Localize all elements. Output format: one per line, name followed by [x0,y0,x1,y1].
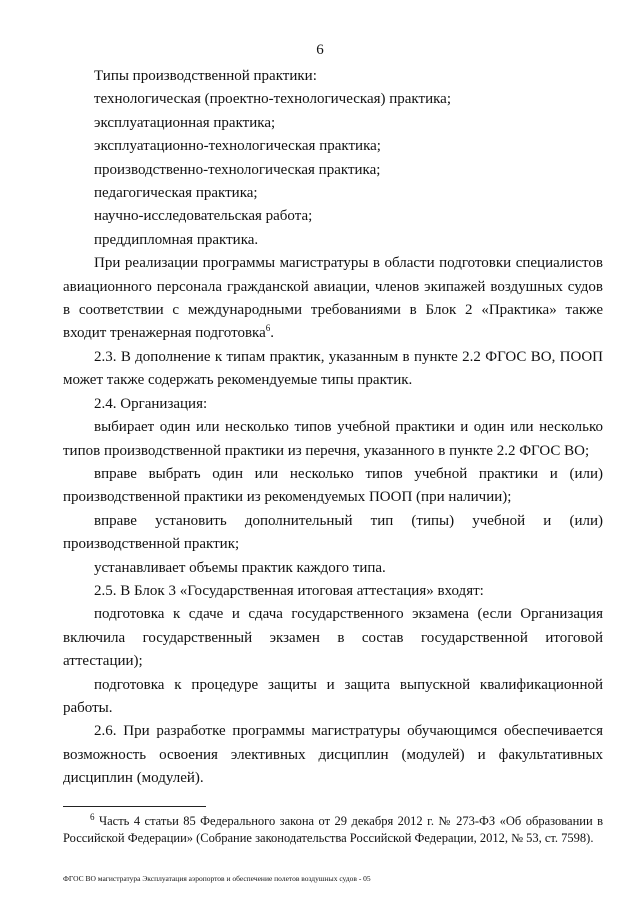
list-item: преддипломная практика. [94,231,259,248]
footnote-ref: 6 [265,323,271,334]
paragraph: 2.4. Организация: [94,395,208,412]
paragraph-text: При реализации программы магистратуры в области подготовки специалистов авиационного персонала гражданской авиации, членов экипажей воздушных судов в соответствии с международными требованиями в Блок 2 «Практика» также входит тренажерная подготовка [63,255,603,342]
list-item: выбирает один или несколько типов учебной практики и один или несколько типов производственной практики из перечня, указанного в пункте 2.2 ФГОС ВО; [63,419,603,459]
list-item: педагогическая практика; [94,185,258,202]
paragraph: 2.3. В дополнение к типам практик, указанным в пункте 2.2 ФГОС ВО, ПООП может также содержать рекомендуемые типы практик. [63,348,603,389]
list-item: устанавливает объемы практик каждого типа. [94,559,386,576]
list-item: эксплуатационная практика; [94,114,276,131]
list-item: технологическая (проектно-технологическая) практика; [94,91,451,108]
list-item: научно-исследовательская работа; [94,208,313,225]
paragraph: Типы производственной практики: [94,68,317,84]
list-item: эксплуатационно-технологическая практика; [94,138,381,155]
footnote-divider [63,806,206,807]
paragraph: 2.5. В Блок 3 «Государственная итоговая аттестация» входят: [94,582,484,599]
paragraph-tail: . [270,325,274,342]
document-body [63,65,603,791]
list-item: вправе выбрать один или несколько типов учебной практики и (или) производственной практики из рекомендуемых ПООП (при наличии); [63,465,603,506]
paragraph: 2.6. При разработке программы магистратуры обучающимся обеспечивается возможность освоения элективных дисциплин (модулей) и факультативных дисциплин (модулей). [63,723,603,787]
footnote-text: Часть 4 статьи 85 Федерального закона от 29 декабря 2012 г. № 273-ФЗ «Об образовании в Российской Федерации» (Собрание законодательства Российской Федерации, 2012, № 53, ст. 7598). [63,814,603,845]
footnote-marker: 6 [90,811,95,822]
page-footer: ФГОС ВО магистратура Эксплуатация аэропортов и обеспечение полетов воздушных судов - 05 [63,874,371,883]
list-item: подготовка к сдаче и сдача государственного экзамена (если Организация включила государственный экзамен в состав государственной итоговой аттестации); [63,606,603,670]
list-item: производственно-технологическая практика; [94,161,381,178]
page-number: 6 [316,42,324,58]
paragraph [63,252,603,346]
list-item: вправе установить дополнительный тип (типы) учебной и (или) производственной практик; [63,512,603,553]
footnote [63,813,603,846]
list-item: подготовка к процедуре защиты и защита выпускной квалификационной работы. [63,676,603,716]
